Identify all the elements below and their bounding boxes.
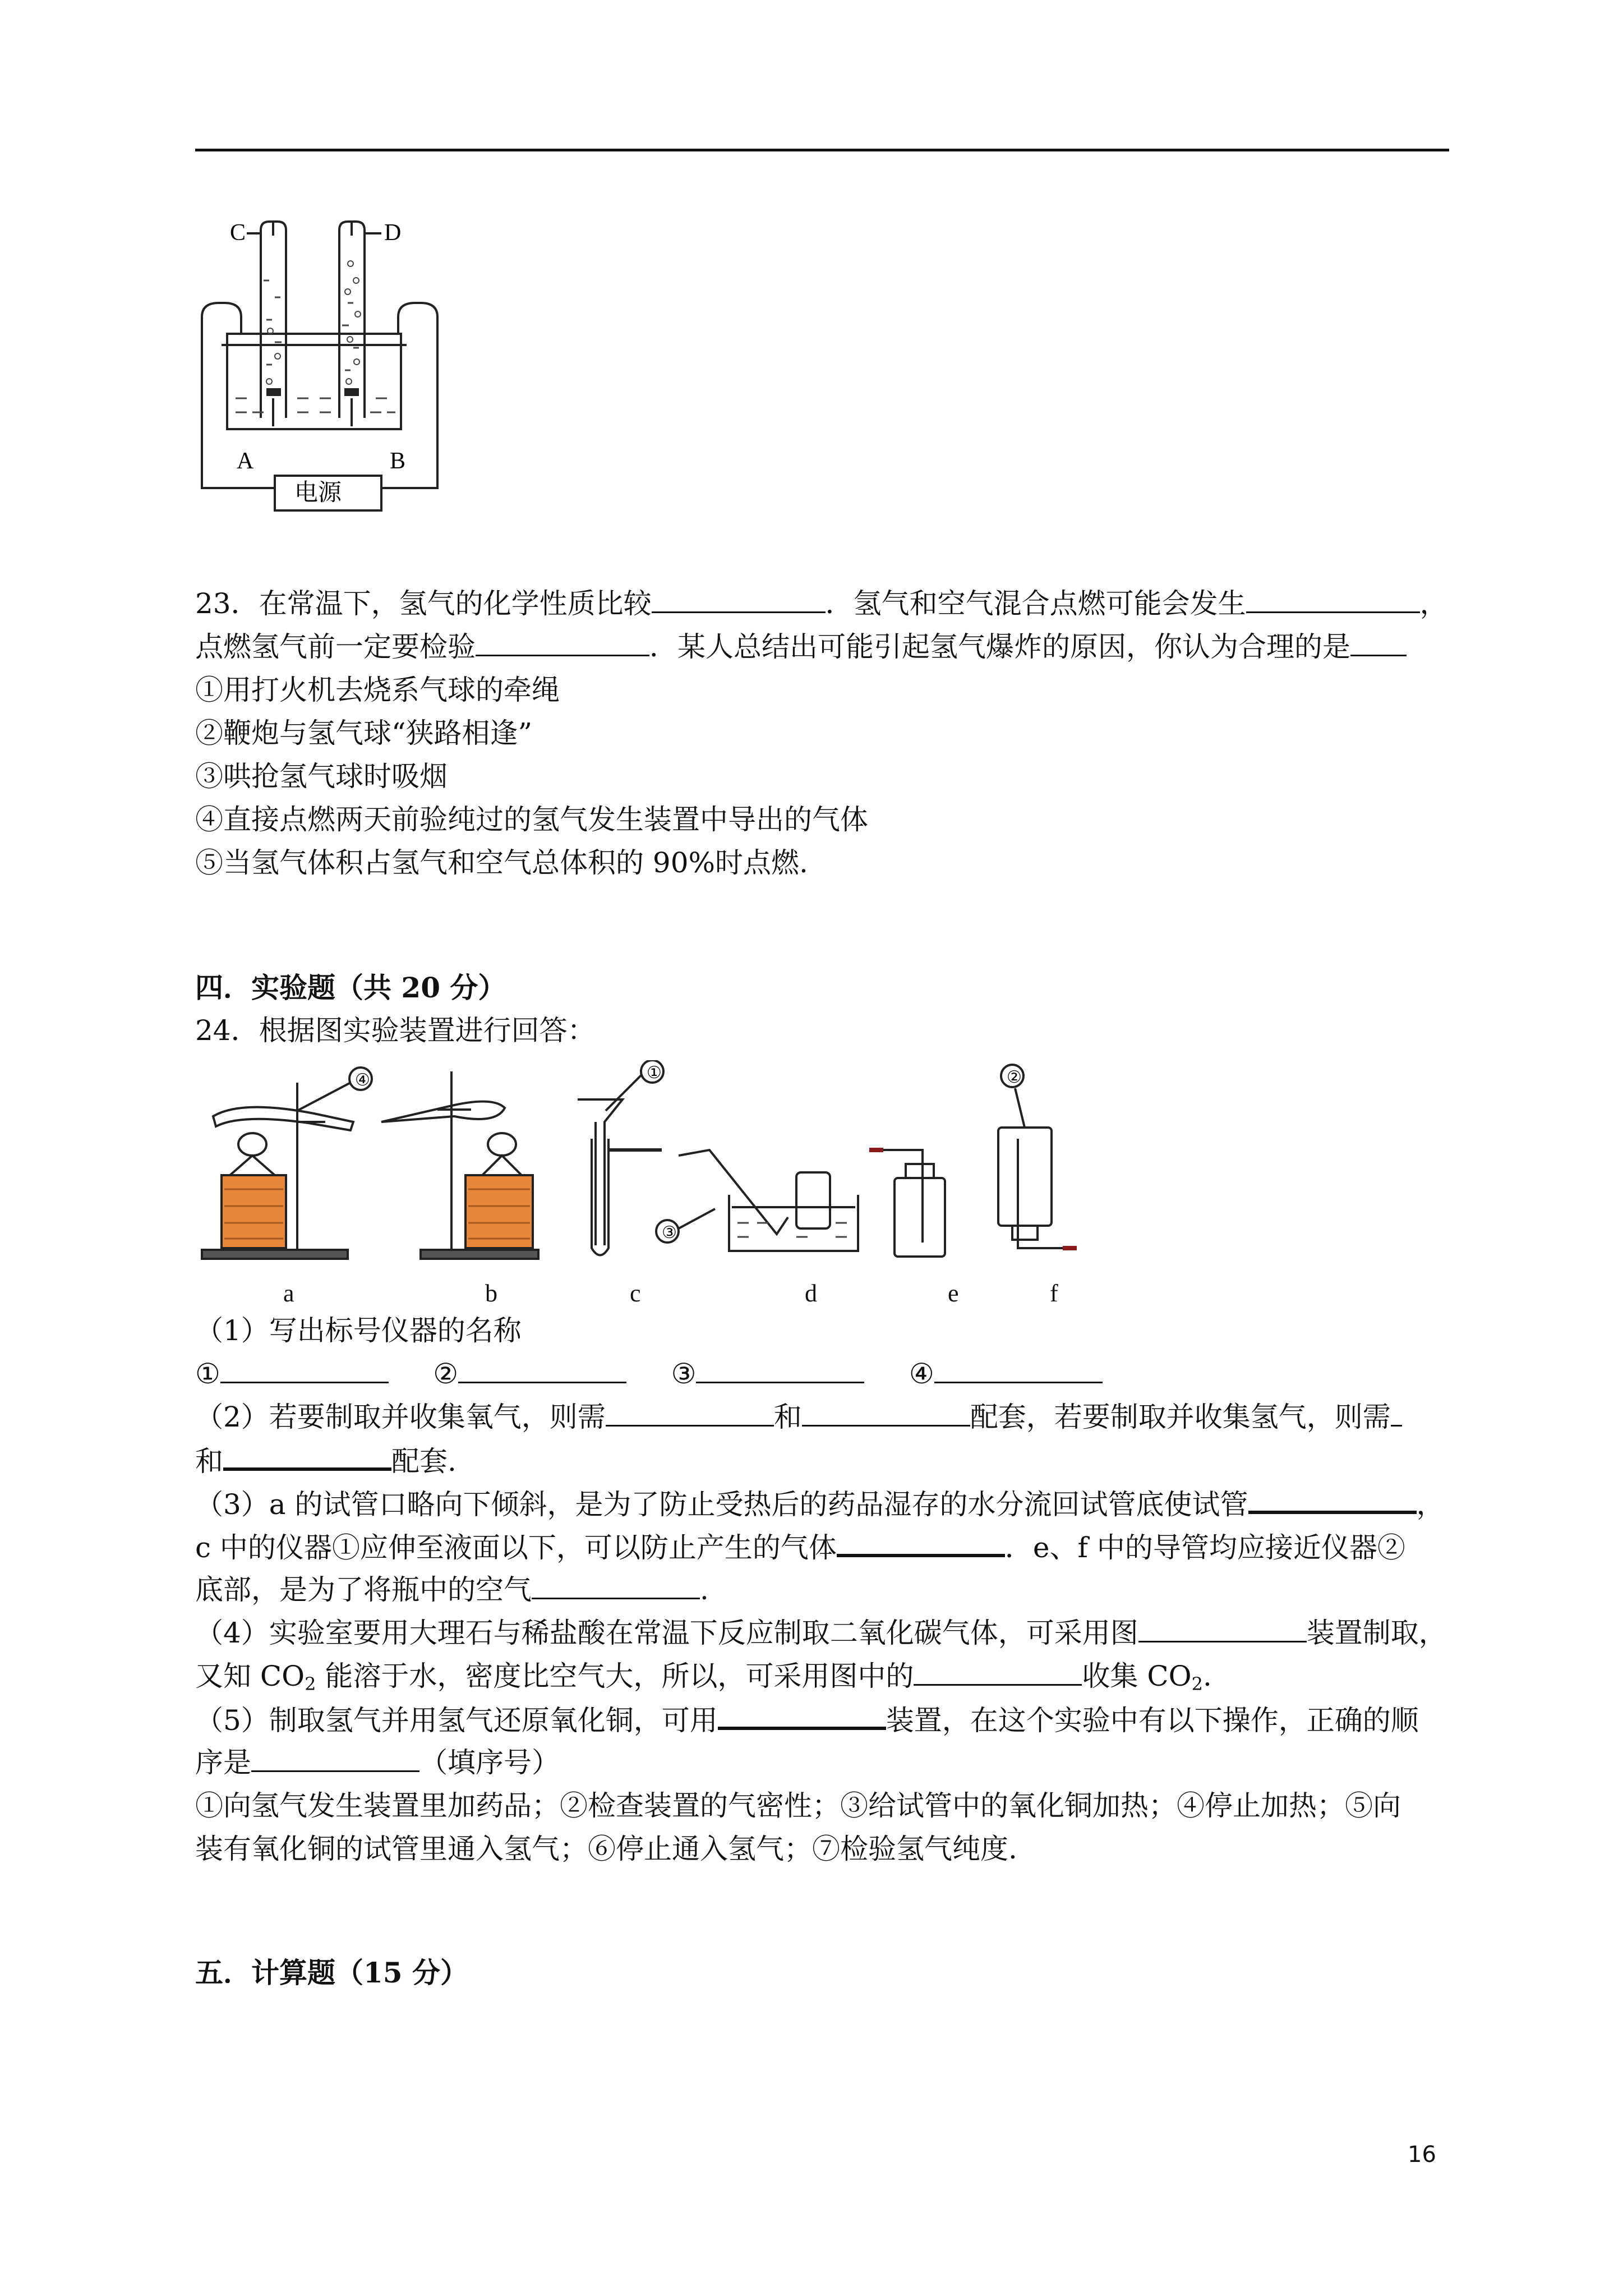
q23-option: ④直接点燃两天前验纯过的氢气发生装置中导出的气体 xyxy=(195,803,868,836)
answer-blank[interactable] xyxy=(606,1397,774,1427)
q23-text: ．某人总结出可能引起氢气爆炸的原因，你认为合理的是 xyxy=(649,631,1350,663)
q24-text: 配套. xyxy=(391,1445,457,1478)
q24-operations: ①向氢气发生装置里加药品；②检查装置的气密性；③给试管中的氧化铜加热；④停止加热；⑤向 xyxy=(195,1789,1401,1822)
callout-1: ① xyxy=(647,1063,662,1083)
answer-blank[interactable] xyxy=(223,1439,391,1471)
callout-4: ④ xyxy=(355,1070,370,1090)
figure-label-c: c xyxy=(630,1280,641,1307)
answer-blank[interactable] xyxy=(837,1526,1005,1557)
q24-text: 又知 CO xyxy=(195,1660,305,1692)
answer-blank[interactable] xyxy=(220,1354,389,1383)
q24-text: （4）实验室要用大理石与稀盐酸在常温下反应制取二氧化碳气体，可采用图 xyxy=(195,1617,1138,1649)
answer-blank[interactable] xyxy=(532,1570,700,1599)
q24-text: ， xyxy=(1416,1488,1445,1521)
answer-blank[interactable] xyxy=(458,1354,626,1383)
q23-text: ， xyxy=(1419,587,1448,620)
answer-blank[interactable] xyxy=(652,583,826,613)
electrolysis-figure xyxy=(191,213,454,527)
figure-label-d: d xyxy=(805,1280,817,1307)
page-number: 16 xyxy=(1408,2142,1436,2168)
q24-text: ．e、f 中的导管均应接近仪器② xyxy=(1004,1531,1405,1564)
q24-operations: 装有氧化铜的试管里通入氢气；⑥停止通入氢气；⑦检验氢气纯度. xyxy=(195,1833,1017,1865)
section-title: 五．计算题（15 分） xyxy=(195,1956,468,1989)
q24-text: 配套，若要制取并收集氢气，则需 xyxy=(970,1401,1391,1433)
subscript: 2 xyxy=(1191,1673,1203,1695)
item-marker: ③ xyxy=(671,1358,697,1390)
q24-text: . xyxy=(700,1573,709,1606)
subscript: 2 xyxy=(305,1673,316,1695)
label-a: A xyxy=(237,448,254,474)
header-rule xyxy=(195,149,1449,151)
q23-option: ⑤当氢气体积占氢气和空气总体积的 90%时点燃. xyxy=(195,846,808,879)
answer-blank[interactable] xyxy=(1246,583,1420,613)
section-4 xyxy=(195,966,1451,1052)
answer-blank[interactable] xyxy=(1248,1483,1417,1514)
item-marker: ① xyxy=(195,1358,220,1390)
section-title: 四．实验题（共 20 分） xyxy=(195,971,506,1004)
answer-blank[interactable] xyxy=(1138,1613,1307,1642)
answer-blank[interactable] xyxy=(914,1656,1082,1686)
q24-text: 装置制取， xyxy=(1306,1617,1447,1649)
label-c: C xyxy=(230,220,246,246)
answer-blank[interactable] xyxy=(1391,1397,1402,1427)
q24-text: 和 xyxy=(773,1401,802,1433)
answer-blank[interactable] xyxy=(718,1699,886,1730)
q24-text: c 中的仪器①应伸至液面以下，可以防止产生的气体 xyxy=(195,1531,837,1564)
answer-blank[interactable] xyxy=(934,1354,1103,1383)
q24-text: （2）若要制取并收集氧气，则需 xyxy=(195,1401,606,1433)
figure-label-e: e xyxy=(948,1280,959,1307)
answer-blank[interactable] xyxy=(1350,627,1407,656)
figure-label-a: a xyxy=(283,1280,294,1307)
figure-label-b: b xyxy=(485,1280,497,1307)
answer-blank[interactable] xyxy=(251,1742,419,1772)
q24-part-1: （1）写出标号仪器的名称 xyxy=(195,1314,522,1347)
question-23 xyxy=(195,582,1451,885)
q24-text: 和 xyxy=(195,1445,223,1478)
q24-intro: 24．根据图实验装置进行回答： xyxy=(195,1014,596,1047)
q24-text: （3）a 的试管口略向下倾斜，是为了防止受热后的药品湿存的水分流回试管底使试管 xyxy=(195,1488,1248,1521)
q24-text: 装置，在这个实验中有以下操作，正确的顺 xyxy=(886,1704,1419,1737)
q23-text: 23．在常温下，氢气的化学性质比较 xyxy=(195,587,652,620)
item-marker: ④ xyxy=(909,1358,934,1390)
section-5 xyxy=(195,1951,1451,1994)
answer-blank[interactable] xyxy=(802,1397,970,1427)
q24-text: 收集 CO xyxy=(1082,1660,1192,1692)
power-source-label: 电源 xyxy=(294,478,342,506)
answer-blank[interactable] xyxy=(696,1354,864,1383)
item-marker: ② xyxy=(433,1358,459,1390)
q24-text: 底部，是为了将瓶中的空气 xyxy=(195,1573,532,1606)
label-b: B xyxy=(390,448,406,474)
callout-2: ② xyxy=(1007,1068,1022,1087)
callout-3: ③ xyxy=(662,1223,677,1243)
q24-text: 能溶于水，密度比空气大，所以，可采用图中的 xyxy=(316,1660,914,1692)
question-24 xyxy=(195,1310,1451,1871)
q24-text: 序是 xyxy=(195,1746,251,1779)
q23-option: ②鞭炮与氢气球“狭路相逢” xyxy=(195,717,533,749)
q23-text: 点燃氢气前一定要检验 xyxy=(195,631,476,663)
q24-text: （5）制取氢气并用氢气还原氧化铜，可用 xyxy=(195,1704,718,1737)
q23-option: ③哄抢氢气球时吸烟 xyxy=(195,760,448,793)
q24-text: . xyxy=(1202,1660,1212,1692)
apparatus-figure xyxy=(191,1060,1133,1273)
label-d: D xyxy=(384,220,402,246)
q24-text: （填序号） xyxy=(419,1746,560,1779)
answer-blank[interactable] xyxy=(476,627,649,656)
figure-label-f: f xyxy=(1050,1280,1058,1307)
q23-text: ．氢气和空气混合点燃可能会发生 xyxy=(825,587,1246,620)
q23-option: ①用打火机去烧系气球的牵绳 xyxy=(195,674,560,706)
